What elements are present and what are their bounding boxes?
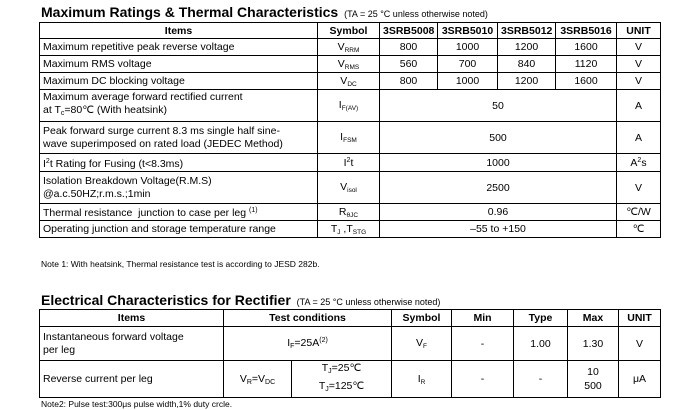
header-symbol: Symbol	[318, 23, 380, 39]
header-items: Items	[40, 310, 224, 327]
unit-cell: V	[617, 39, 661, 56]
value-cell: 1000	[438, 73, 498, 90]
item-cell: Peak forward surge current 8.3 ms single half sine- wave superimposed on rated load (JEDEC Method)	[40, 122, 318, 154]
symbol-cell: $V_{RMS}$	[318, 56, 380, 73]
header-min: Min	[452, 310, 514, 327]
header-3srb5012: 3SRB5012	[498, 23, 556, 39]
symbol-cell: $V_F$	[392, 327, 452, 361]
symbol-cell: $I_{F(AV)}$	[318, 90, 380, 122]
header-test-conditions: Test conditions	[224, 310, 392, 327]
symbol-cell: $V_{RRM}$	[318, 39, 380, 56]
table-row	[40, 204, 661, 221]
table-header-row	[40, 23, 661, 39]
symbol-cell: $R_{\theta JC}$	[318, 204, 380, 221]
unit-cell: V	[617, 172, 661, 204]
symbol-cell: $V_{isol}$	[318, 172, 380, 204]
section1-condition: (TA = 25 °C unless otherwise noted)	[344, 9, 488, 19]
note-1: Note 1: With heatsink, Thermal resistance test is according to JESD 282b.	[41, 259, 320, 269]
table-row	[40, 221, 661, 238]
unit-cell: V	[617, 56, 661, 73]
symbol-cell: $I_{FSM}$	[318, 122, 380, 154]
item-cell: $I^2t$ Rating for Fusing (t<8.3ms)	[40, 154, 318, 172]
value-cell: 1200	[498, 39, 556, 56]
value-cell: 1200	[498, 73, 556, 90]
max-cell: 10 500	[568, 361, 619, 398]
item-cell: Maximum RMS voltage	[40, 56, 318, 73]
unit-cell: $A^2s$	[617, 154, 661, 172]
section2-title	[41, 292, 440, 308]
value-cell: 800	[380, 39, 438, 56]
item-cell: Isolation Breakdown Voltage(R.M.S) @a.c.50HZ;r.m.s.;1min	[40, 172, 318, 204]
header-3srb5010: 3SRB5010	[438, 23, 498, 39]
unit-cell: ℃/W	[617, 204, 661, 221]
item-cell: Reverse current per leg	[40, 361, 224, 398]
electrical-characteristics-table	[39, 309, 661, 398]
header-items: Items	[40, 23, 318, 39]
section1-title	[41, 4, 488, 20]
section2-condition: (TA = 25 °C unless otherwise noted)	[296, 297, 441, 307]
value-cell: 0.96	[380, 204, 617, 221]
value-cell: 1600	[556, 73, 617, 90]
value-cell: 500	[380, 122, 617, 154]
value-cell: 800	[380, 73, 438, 90]
symbol-cell: $V_{DC}$	[318, 73, 380, 90]
header-unit: UNIT	[617, 23, 661, 39]
table-row	[40, 327, 661, 361]
header-3srb5016: 3SRB5016	[556, 23, 617, 39]
header-max: Max	[568, 310, 619, 327]
table-row	[40, 172, 661, 204]
value-cell: 1120	[556, 56, 617, 73]
value-cell: 700	[438, 56, 498, 73]
type-cell: -	[514, 361, 568, 398]
table-row	[40, 361, 661, 398]
table-row	[40, 39, 661, 56]
header-symbol: Symbol	[392, 310, 452, 327]
value-cell: 50	[380, 90, 617, 122]
table-row	[40, 90, 661, 122]
value-cell: 1000	[438, 39, 498, 56]
min-cell: -	[452, 327, 514, 361]
table-row	[40, 56, 661, 73]
header-unit: UNIT	[619, 310, 661, 327]
item-cell: Maximum DC blocking voltage	[40, 73, 318, 90]
table-row	[40, 154, 661, 172]
value-cell: 2500	[380, 172, 617, 204]
condition-right-cell: $T_J=25℃$ $T_J=125℃$	[292, 361, 392, 398]
max-cell: 1.30	[568, 327, 619, 361]
header-3srb5008: 3SRB5008	[380, 23, 438, 39]
unit-cell: V	[617, 73, 661, 90]
section2-title-text: Electrical Characteristics for Rectifier	[41, 292, 291, 308]
table-row	[40, 122, 661, 154]
item-cell: Instantaneous forward voltage per leg	[40, 327, 224, 361]
symbol-cell: $I^2t$	[318, 154, 380, 172]
unit-cell: A	[617, 90, 661, 122]
value-cell: 1600	[556, 39, 617, 56]
max-ratings-table	[39, 22, 661, 238]
unit-cell: V	[619, 327, 661, 361]
item-cell: Operating junction and storage temperature range	[40, 221, 318, 238]
type-cell: 1.00	[514, 327, 568, 361]
item-cell: Maximum average forward rectified current at $T_c=80℃$ (With heatsink)	[40, 90, 318, 122]
value-cell: –55 to +150	[380, 221, 617, 238]
item-cell: Thermal resistance junction to case per leg $^{(1)}$	[40, 204, 318, 221]
symbol-cell: $I_R$	[392, 361, 452, 398]
value-cell: 840	[498, 56, 556, 73]
note-2: Note2: Pulse test:300μs pulse width,1% duty crcle.	[41, 399, 233, 409]
condition-cell: $I_F=25A^{(2)}$	[224, 327, 392, 361]
condition-left-cell: $V_R=V_{DC}$	[224, 361, 292, 398]
header-type: Type	[514, 310, 568, 327]
symbol-cell: $T_J$ $,T_{STG}$	[318, 221, 380, 238]
value-cell: 1000	[380, 154, 617, 172]
unit-cell: ℃	[617, 221, 661, 238]
unit-cell: A	[617, 122, 661, 154]
value-cell: 560	[380, 56, 438, 73]
table-header-row	[40, 310, 661, 327]
min-cell: -	[452, 361, 514, 398]
item-cell: Maximum repetitive peak reverse voltage	[40, 39, 318, 56]
table-row	[40, 73, 661, 90]
unit-cell: μA	[619, 361, 661, 398]
section1-title-text: Maximum Ratings & Thermal Characteristics	[41, 4, 339, 20]
